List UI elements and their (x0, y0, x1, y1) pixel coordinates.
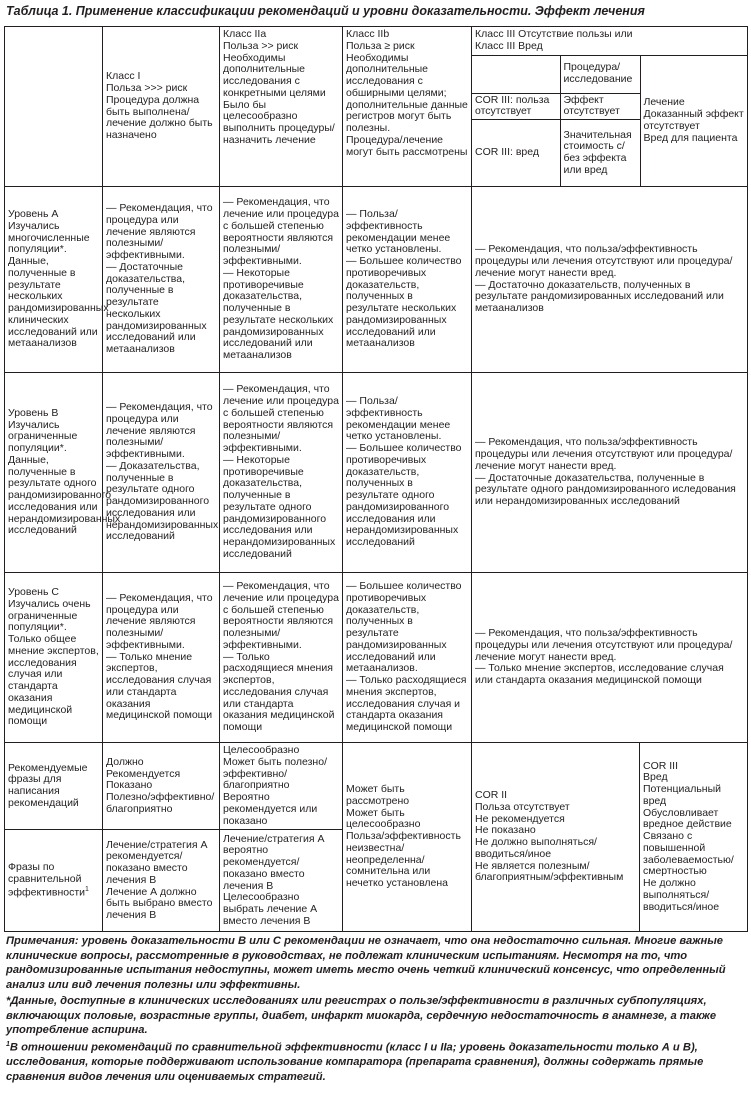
phrases-row (5, 743, 748, 830)
cor3-harm-value: Значительная стоимость с/без эффекта или вред (560, 120, 640, 187)
header-class-2a: Класс IIa Польза >> риск Необходимы дополнительные исследования с конкретными целями Было бы целесообразно выполнить процедуры/назначить лечение (220, 27, 343, 187)
col-procedure: Процедура/исследование (560, 55, 640, 93)
header-class-3 (472, 27, 748, 187)
header-class-1: Класс I Польза >>> риск Процедура должна быть выполнена/лечение должно быть назначено (103, 27, 220, 187)
level-b-class-2b: — Польза/эффективность рекомендации менее четко установлены. — Большее количество противоречивых доказательств, полученных в результате одного рандомизированного исследования или нерандомизированных исследований (343, 373, 472, 573)
level-c-label: Уровень С Изучались очень ограниченные популяции*. Только общее мнение экспертов, исследования случая или стандарта оказания медицинской помощи (5, 573, 103, 743)
header-row (5, 27, 748, 187)
comparative-class-1: Лечение/стратегия А рекомендуется/показано вместо лечения В Лечение А должно быть выбрано вместо лечения В (103, 830, 220, 932)
note-footnote-1: $^1$В отношении рекомендаций по сравнительной эффективности (класс I и IIa; уровень доказательности только А и В), исследования, которые поддерживают использование компаратора (препарата сравнения), должны содержать прямые сравнения видов лечения или оцениваемых стратегий. (6, 1040, 704, 1083)
header-empty (5, 27, 103, 187)
phrases-class-1: Должно Рекомендуется Показано Полезно/эффективно/благоприятно (103, 743, 220, 830)
level-a-class-3: — Рекомендация, что польза/эффективность процедуры или лечения отсутствуют или процедура/лечение могут нанести вред. — Достаточно доказательств, полученных в результате рандомизированных исследований или метаанализов (472, 187, 748, 373)
level-a-row (5, 187, 748, 373)
level-c-class-2b: — Большее количество противоречивых доказательств, полученных в результате рандомизированных исследований или метаанализов. — Только расходящиеся мнения экспертов, исследования случая и стандарта оказания медицинской помощи (343, 573, 472, 743)
cor3-no-benefit-value: Эффект отсутствует (560, 93, 640, 120)
level-b-class-2a: — Рекомендация, что лечение или процедура с большей степенью вероятности являются полезными/эффективными. — Некоторые противоречивые доказательства, полученные в результате одного рандомизированного исследования или нерандомизированных исследований (220, 373, 343, 573)
level-a-label: Уровень А Изучались многочисленные популяции*. Данные, полученные в результате нескольких рандомизированных клинических исследований или метаанализов (5, 187, 103, 373)
comparative-class-2a: Лечение/стратегия А вероятно рекомендуется/показано вместо лечения В Целесообразно выбрать лечение А вместо лечения В (220, 830, 343, 932)
class-3-subtable (472, 27, 748, 186)
level-a-class-2b: — Польза/эффективность рекомендации менее четко установлены. — Большее количество противоречивых доказательств, полученных в результате нескольких рандомизированных исследований или метаанализов (343, 187, 472, 373)
comparative-label: Фразы по сравнительной эффективности$^1$ (5, 830, 103, 932)
header-class-2b: Класс IIb Польза ≥ риск Необходимы дополнительные исследования с обширными целями; дополнительные данные регистров могут быть полезны. Процедура/лечение могут быть рассмотрены (343, 27, 472, 187)
level-c-class-3: — Рекомендация, что польза/эффективность процедуры или лечения отсутствуют или процедура/лечение могут нанести вред. — Только мнение экспертов, исследование случая или стандарта оказания медицинской помощи (472, 573, 748, 743)
class-3-title: Класс III Отсутствие пользы или Класс III Вред (472, 27, 748, 55)
classification-table (4, 26, 748, 932)
col-treatment: Лечение Доказанный эффект отсутствует Вред для пациента (640, 55, 748, 186)
phrases-cor-2: COR II Польза отсутствует Не рекомендуется Не показано Не должно выполняться/вводиться/иное Не является полезным/благоприятным/эффективным (472, 743, 640, 932)
level-c-class-2a: — Рекомендация, что лечение или процедура с большей степенью вероятности являются полезными/эффективными. — Только расходящиеся мнения экспертов, исследования случая или стандарта оказания медицинской помощи (220, 573, 343, 743)
level-c-row (5, 573, 748, 743)
note-main: Примечания: уровень доказательности В или С рекомендации не означает, что она недостаточно сильная. Многие важные клинические вопросы, рассмотренные в руководствах, не подлежат клиническим испытаниям. Несмотря на то, что рандомизированные испытания недоступны, может иметь место очень четкий клинический консенсус, что определенный анализ или вид лечения полезны или эффективны. (6, 935, 726, 991)
level-c-class-1: — Рекомендация, что процедура или лечение являются полезными/эффективными. — Только мнение экспертов, исследования случая или стандарта оказания медицинской помощи (103, 573, 220, 743)
level-a-class-2a: — Рекомендация, что лечение или процедура с большей степенью вероятности являются полезными/эффективными. — Некоторые противоречивые доказательства, полученные в результате нескольких рандомизированных исследований или метаанализов (220, 187, 343, 373)
phrases-cor-3: COR III Вред Потенциальный вред Обусловливает вредное действие Связано с повышенной заболеваемостью/смертностью Не должно выполняться/вводиться/иное (640, 743, 748, 932)
cor3-harm-label: COR III: вред (472, 120, 560, 187)
level-b-row (5, 373, 748, 573)
level-a-class-1: — Рекомендация, что процедура или лечение являются полезными/эффективными. — Достаточные доказательства, полученные в результате нескольких рандомизированных исследований или метаанализов (103, 187, 220, 373)
table-caption: Таблица 1. Применение классификации рекомендаций и уровни доказательности. Эффект лечения (6, 4, 645, 18)
note-asterisk: *Данные, доступные в клинических исследованиях или регистрах о пользе/эффективности в различных субпопуляциях, включающих половые, возрастные группы, диабет, инфаркт миокарда, сердечную недостаточность в анамнезе, а также употребление аспирина. (6, 995, 717, 1037)
level-b-class-1: — Рекомендация, что процедура или лечение являются полезными/эффективными. — Доказательства, полученные в результате одного рандомизированного исследования или нерандомизированных исследований (103, 373, 220, 573)
level-b-label: Уровень В Изучались ограниченные популяции*. Данные, полученные в результате одного рандомизированного исследования или нерандомизированных исследований (5, 373, 103, 573)
table-notes (6, 934, 746, 1086)
cor3-no-benefit-label: COR III: польза отсутствует (472, 93, 560, 120)
phrases-class-2b: Может быть рассмотрено Может быть целесообразно Польза/эффективность неизвестна/неопределенна/сомнительна или нечетко установлена (343, 743, 472, 932)
phrases-class-2a: Целесообразно Может быть полезно/эффективно/благоприятно Вероятно рекомендуется или показано (220, 743, 343, 830)
level-b-class-3: — Рекомендация, что польза/эффективность процедуры или лечения отсутствуют или процедура/лечение могут нанести вред. — Достаточные доказательства, полученные в результате одного рандомизированного иследования или нерандомизированных исследований (472, 373, 748, 573)
phrases-label: Рекомендуемые фразы для написания рекомендаций (5, 743, 103, 830)
